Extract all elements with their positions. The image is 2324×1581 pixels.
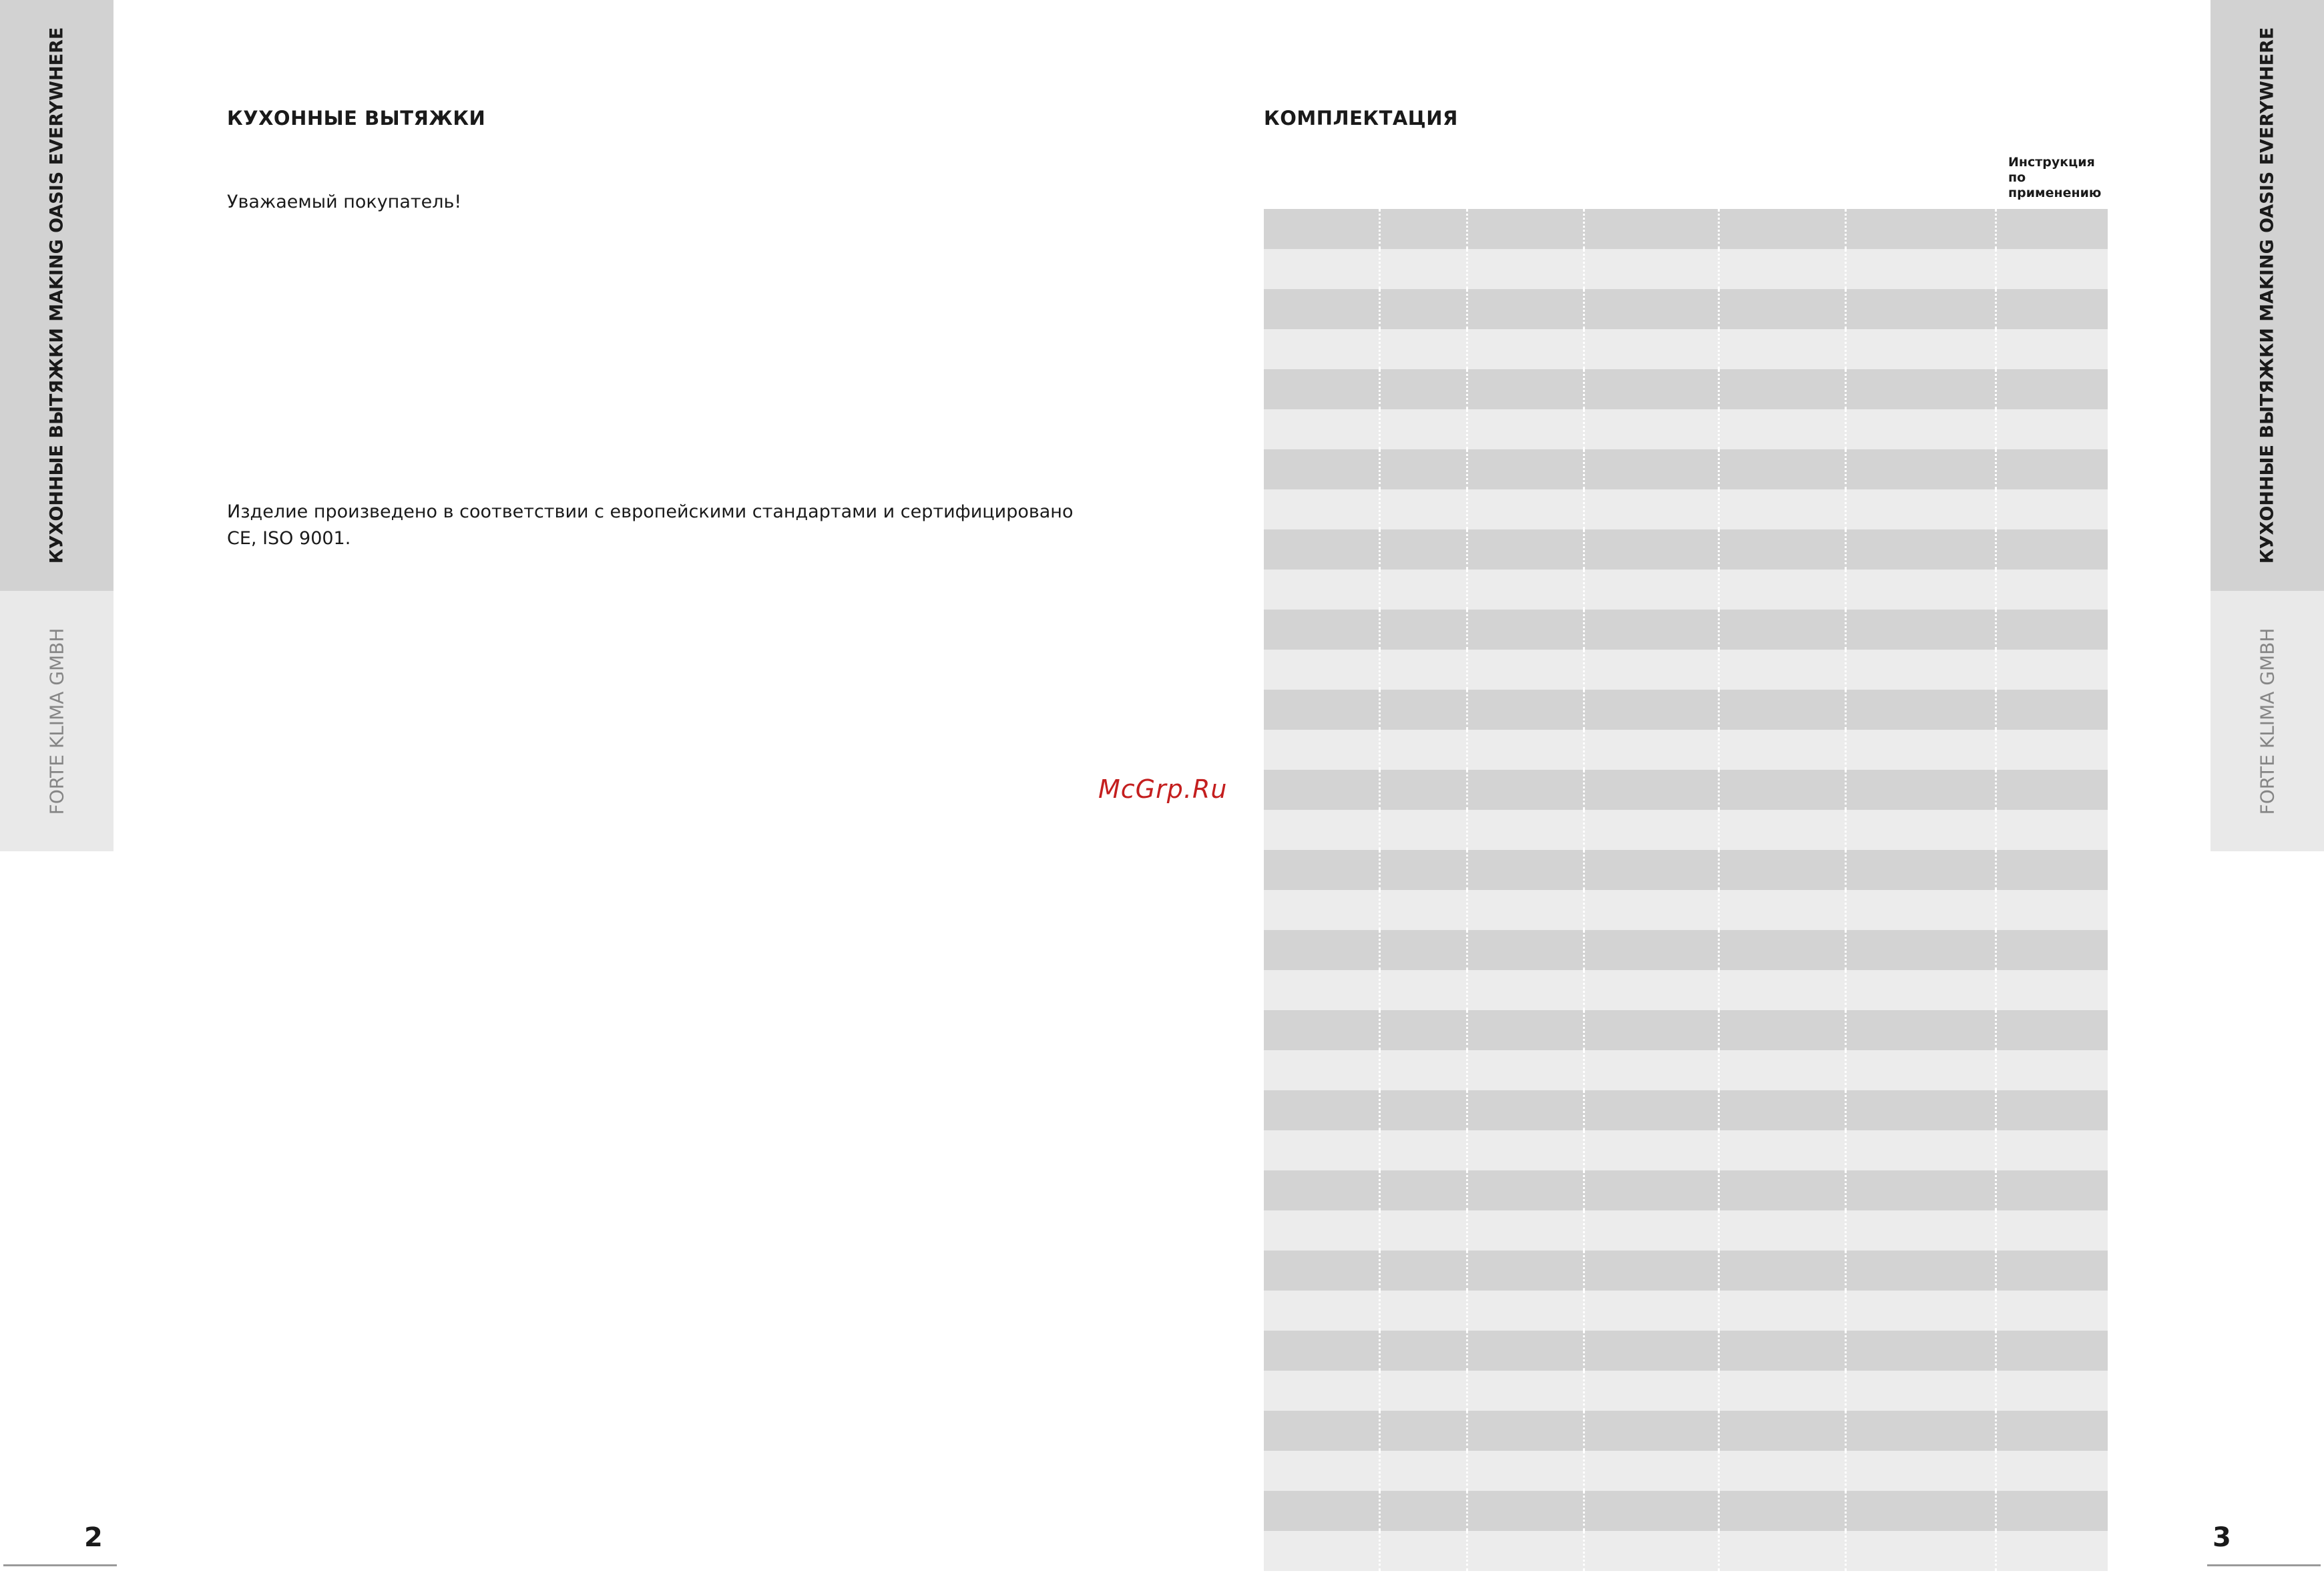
- table-cell: [1845, 449, 1995, 489]
- table-cell: [1466, 970, 1583, 1010]
- table-cell: [1845, 1291, 1995, 1331]
- table-row: [1264, 1291, 2108, 1331]
- table-cell: [1583, 449, 1718, 489]
- table-cell: [1264, 850, 1379, 890]
- table-row: [1264, 770, 2108, 810]
- table-cell: [1466, 449, 1583, 489]
- table-cell: [1995, 850, 2108, 890]
- table-cell: [1264, 489, 1379, 529]
- table-row: [1264, 1251, 2108, 1291]
- table-cell: [1264, 810, 1379, 850]
- table-cell: [1379, 850, 1466, 890]
- table-cell: [1845, 570, 1995, 610]
- table-cell: [1583, 209, 1718, 249]
- table-cell: [1845, 369, 1995, 409]
- table-cell: [1466, 1291, 1583, 1331]
- certification-line-1: Изделие произведено в соответствии с европейскими стандартами и сертифицировано: [227, 501, 1074, 522]
- table-cell: [1583, 249, 1718, 289]
- table-cell: [1845, 970, 1995, 1010]
- table-row: [1264, 890, 2108, 930]
- table-cell: [1718, 1331, 1845, 1371]
- table-cell: [1718, 690, 1845, 730]
- table-cell: [1379, 770, 1466, 810]
- side-company-label: FORTE KLIMA GMBH: [2256, 628, 2279, 815]
- page-number-right: 3: [2213, 1522, 2231, 1553]
- table-cell: [1718, 249, 1845, 289]
- table-cell: [1379, 209, 1466, 249]
- table-row: [1264, 1090, 2108, 1130]
- table-cell: [1379, 1090, 1466, 1130]
- table-cell: [1995, 650, 2108, 690]
- table-cell: [1466, 1371, 1583, 1411]
- table-row: [1264, 449, 2108, 489]
- table-cell: [1718, 850, 1845, 890]
- table-cell: [1264, 1491, 1379, 1531]
- table-cell: [1995, 1130, 2108, 1170]
- table-cell: [1995, 810, 2108, 850]
- table-cell: [1264, 329, 1379, 369]
- table-cell: [1466, 1170, 1583, 1210]
- table-cell: [1264, 690, 1379, 730]
- table-cell: [1264, 1451, 1379, 1491]
- table-cell: [1583, 1411, 1718, 1451]
- certification-line-2: CE, ISO 9001.: [227, 528, 351, 549]
- table-cell: [1995, 1010, 2108, 1050]
- table-cell: [1718, 610, 1845, 650]
- footer-rule-right: [2207, 1564, 2321, 1566]
- table-cell: [1995, 369, 2108, 409]
- table-cell: [1264, 1331, 1379, 1371]
- footer-rule-left: [3, 1564, 117, 1566]
- table-cell: [1995, 1291, 2108, 1331]
- table-cell: [1845, 930, 1995, 970]
- table-cell: [1379, 329, 1466, 369]
- table-row: [1264, 329, 2108, 369]
- table-cell: [1379, 730, 1466, 770]
- table-cell: [1466, 1130, 1583, 1170]
- table-cell: [1264, 930, 1379, 970]
- table-cell: [1845, 770, 1995, 810]
- table-cell: [1718, 489, 1845, 529]
- table-row: [1264, 810, 2108, 850]
- table-cell: [1845, 1491, 1995, 1531]
- table-cell: [1466, 1251, 1583, 1291]
- table-cell: [1718, 1371, 1845, 1411]
- table-cell: [1845, 489, 1995, 529]
- side-brand-label: КУХОННЫЕ ВЫТЯЖКИ MAKING OASIS EVERYWHERE: [2257, 27, 2278, 564]
- table-cell: [1995, 1170, 2108, 1210]
- table-cell: [1995, 570, 2108, 610]
- table-cell: [1466, 409, 1583, 449]
- table-cell: [1466, 690, 1583, 730]
- table-row: [1264, 289, 2108, 329]
- table-cell: [1995, 529, 2108, 570]
- table-cell: [1466, 289, 1583, 329]
- table-row: [1264, 1130, 2108, 1170]
- table-row: [1264, 529, 2108, 570]
- table-cell: [1264, 209, 1379, 249]
- table-cell: [1718, 329, 1845, 369]
- table-cell: [1379, 890, 1466, 930]
- table-row: [1264, 1210, 2108, 1251]
- table-cell: [1379, 1170, 1466, 1210]
- table-cell: [1466, 1491, 1583, 1531]
- table-cell: [1583, 1451, 1718, 1491]
- table-cell: [1379, 249, 1466, 289]
- page-number-left: 2: [84, 1522, 103, 1553]
- table-cell: [1583, 810, 1718, 850]
- table-cell: [1995, 249, 2108, 289]
- table-row: [1264, 1531, 2108, 1571]
- table-row: [1264, 1411, 2108, 1451]
- table-cell: [1718, 970, 1845, 1010]
- table-cell: [1995, 1531, 2108, 1571]
- table-cell: [1995, 1411, 2108, 1451]
- table-row: [1264, 970, 2108, 1010]
- table-cell: [1466, 1411, 1583, 1451]
- table-cell: [1264, 890, 1379, 930]
- table-cell: [1718, 650, 1845, 690]
- table-cell: [1718, 1411, 1845, 1451]
- table-cell: [1845, 1451, 1995, 1491]
- table-cell: [1845, 690, 1995, 730]
- table-cell: [1995, 289, 2108, 329]
- table-cell: [1583, 930, 1718, 970]
- table-column-header: Инструкция по применению: [2008, 155, 2102, 200]
- table-cell: [1718, 1090, 1845, 1130]
- table-row: [1264, 1491, 2108, 1531]
- table-cell: [1466, 650, 1583, 690]
- table-cell: [1845, 1010, 1995, 1050]
- table-cell: [1845, 1371, 1995, 1411]
- table-cell: [1718, 529, 1845, 570]
- table-cell: [1264, 1251, 1379, 1291]
- table-cell: [1845, 1130, 1995, 1170]
- table-cell: [1466, 529, 1583, 570]
- table-cell: [1466, 850, 1583, 890]
- table-cell: [1264, 730, 1379, 770]
- table-cell: [1718, 1050, 1845, 1090]
- table-cell: [1379, 1371, 1466, 1411]
- table-cell: [1379, 1050, 1466, 1090]
- table-cell: [1264, 1291, 1379, 1331]
- table-cell: [1583, 850, 1718, 890]
- table-cell: [1583, 1371, 1718, 1411]
- table-cell: [1466, 1050, 1583, 1090]
- table-cell: [1995, 1331, 2108, 1371]
- table-cell: [1995, 1050, 2108, 1090]
- table-cell: [1379, 650, 1466, 690]
- table-row: [1264, 1451, 2108, 1491]
- table-cell: [1466, 610, 1583, 650]
- table-cell: [1264, 1170, 1379, 1210]
- table-row: [1264, 1170, 2108, 1210]
- table-row: [1264, 249, 2108, 289]
- table-cell: [1264, 770, 1379, 810]
- certification-text: [227, 499, 1095, 552]
- table-cell: [1466, 1331, 1583, 1371]
- table-cell: [1466, 810, 1583, 850]
- table-cell: [1264, 1411, 1379, 1451]
- table-cell: [1995, 610, 2108, 650]
- table-cell: [1466, 369, 1583, 409]
- table-cell: [1718, 289, 1845, 329]
- table-cell: [1718, 1010, 1845, 1050]
- table-cell: [1379, 529, 1466, 570]
- table-cell: [1583, 890, 1718, 930]
- table-cell: [1583, 1531, 1718, 1571]
- table-row: [1264, 209, 2108, 249]
- table-cell: [1995, 409, 2108, 449]
- table-cell: [1466, 890, 1583, 930]
- table-cell: [1718, 1130, 1845, 1170]
- table-cell: [1583, 1210, 1718, 1251]
- table-cell: [1379, 1331, 1466, 1371]
- table-cell: [1995, 730, 2108, 770]
- table-cell: [1583, 1050, 1718, 1090]
- table-cell: [1379, 1531, 1466, 1571]
- table-cell: [1466, 930, 1583, 970]
- side-company-label: FORTE KLIMA GMBH: [45, 628, 68, 815]
- table-cell: [1583, 369, 1718, 409]
- table-cell: [1264, 1371, 1379, 1411]
- table-cell: [1379, 1130, 1466, 1170]
- table-cell: [1718, 810, 1845, 850]
- table-cell: [1845, 209, 1995, 249]
- table-cell: [1264, 1130, 1379, 1170]
- table-cell: [1583, 289, 1718, 329]
- table-cell: [1379, 369, 1466, 409]
- table-cell: [1845, 329, 1995, 369]
- table-cell: [1264, 1050, 1379, 1090]
- table-cell: [1379, 1210, 1466, 1251]
- table-cell: [1466, 1010, 1583, 1050]
- table-cell: [1718, 449, 1845, 489]
- table-cell: [1583, 1090, 1718, 1130]
- table-cell: [1583, 409, 1718, 449]
- table-cell: [1264, 249, 1379, 289]
- table-cell: [1264, 289, 1379, 329]
- table-cell: [1379, 1291, 1466, 1331]
- table-cell: [1264, 1210, 1379, 1251]
- table-cell: [1995, 1251, 2108, 1291]
- table-cell: [1718, 1170, 1845, 1210]
- table-cell: [1264, 1010, 1379, 1050]
- table-cell: [1264, 1090, 1379, 1130]
- table-cell: [1718, 1210, 1845, 1251]
- table-cell: [1379, 1491, 1466, 1531]
- table-row: [1264, 730, 2108, 770]
- table-row: [1264, 1371, 2108, 1411]
- table-cell: [1995, 690, 2108, 730]
- table-cell: [1466, 770, 1583, 810]
- table-cell: [1264, 1531, 1379, 1571]
- table-cell: [1845, 850, 1995, 890]
- table-row: [1264, 489, 2108, 529]
- table-cell: [1718, 1451, 1845, 1491]
- table-cell: [1379, 289, 1466, 329]
- table-cell: [1845, 1210, 1995, 1251]
- table-cell: [1995, 1210, 2108, 1251]
- table-row: [1264, 690, 2108, 730]
- table-cell: [1264, 970, 1379, 1010]
- table-cell: [1379, 610, 1466, 650]
- table-row: [1264, 1050, 2108, 1090]
- table-cell: [1995, 1451, 2108, 1491]
- table-cell: [1845, 730, 1995, 770]
- table-cell: [1718, 730, 1845, 770]
- table-cell: [1845, 650, 1995, 690]
- table-cell: [1379, 1411, 1466, 1451]
- table-cell: [1995, 209, 2108, 249]
- table-cell: [1718, 409, 1845, 449]
- table-cell: [1379, 570, 1466, 610]
- table-cell: [1995, 489, 2108, 529]
- table-row: [1264, 570, 2108, 610]
- table-cell: [1583, 1291, 1718, 1331]
- table-cell: [1379, 690, 1466, 730]
- table-cell: [1379, 409, 1466, 449]
- table-cell: [1845, 1411, 1995, 1451]
- table-cell: [1995, 930, 2108, 970]
- table-cell: [1583, 610, 1718, 650]
- table-cell: [1379, 1251, 1466, 1291]
- table-row: [1264, 1331, 2108, 1371]
- table-row: [1264, 930, 2108, 970]
- table-cell: [1583, 730, 1718, 770]
- table-cell: [1845, 409, 1995, 449]
- table-cell: [1466, 730, 1583, 770]
- table-cell: [1995, 449, 2108, 489]
- table-cell: [1583, 570, 1718, 610]
- table-cell: [1845, 610, 1995, 650]
- table-cell: [1466, 1210, 1583, 1251]
- table-cell: [1995, 970, 2108, 1010]
- table-cell: [1379, 970, 1466, 1010]
- table-cell: [1583, 1331, 1718, 1371]
- table-cell: [1264, 610, 1379, 650]
- table-row: [1264, 1010, 2108, 1050]
- table-row: [1264, 850, 2108, 890]
- table-cell: [1995, 770, 2108, 810]
- table-cell: [1718, 890, 1845, 930]
- table-cell: [1718, 369, 1845, 409]
- left-page-heading: КУХОННЫЕ ВЫТЯЖКИ: [227, 107, 486, 130]
- table-cell: [1583, 770, 1718, 810]
- table-cell: [1845, 1251, 1995, 1291]
- table-cell: [1583, 489, 1718, 529]
- table-cell: [1379, 1010, 1466, 1050]
- table-cell: [1583, 529, 1718, 570]
- table-cell: [1466, 329, 1583, 369]
- table-cell: [1718, 1531, 1845, 1571]
- table-cell: [1379, 1451, 1466, 1491]
- table-cell: [1583, 1010, 1718, 1050]
- table-cell: [1718, 1251, 1845, 1291]
- table-cell: [1583, 1170, 1718, 1210]
- table-row: [1264, 369, 2108, 409]
- table-cell: [1379, 489, 1466, 529]
- table-cell: [1845, 1170, 1995, 1210]
- table-cell: [1466, 570, 1583, 610]
- table-cell: [1583, 329, 1718, 369]
- table-row: [1264, 650, 2108, 690]
- table-cell: [1379, 930, 1466, 970]
- table-cell: [1995, 1371, 2108, 1411]
- table-cell: [1995, 329, 2108, 369]
- table-cell: [1583, 1251, 1718, 1291]
- greeting-text: Уважаемый покупатель!: [227, 192, 462, 212]
- table-cell: [1845, 1331, 1995, 1371]
- table-cell: [1718, 770, 1845, 810]
- table-cell: [1466, 1090, 1583, 1130]
- table-cell: [1466, 209, 1583, 249]
- table-cell: [1845, 1050, 1995, 1090]
- table-cell: [1583, 690, 1718, 730]
- table-cell: [1718, 209, 1845, 249]
- table-cell: [1264, 650, 1379, 690]
- equipment-table: [1264, 209, 2108, 1571]
- table-cell: [1264, 449, 1379, 489]
- table-cell: [1466, 489, 1583, 529]
- table-cell: [1264, 409, 1379, 449]
- table-cell: [1583, 1491, 1718, 1531]
- table-cell: [1718, 1491, 1845, 1531]
- table-row: [1264, 610, 2108, 650]
- table-cell: [1583, 1130, 1718, 1170]
- table-cell: [1845, 249, 1995, 289]
- table-cell: [1264, 570, 1379, 610]
- table-cell: [1718, 570, 1845, 610]
- table-cell: [1718, 930, 1845, 970]
- table-cell: [1583, 970, 1718, 1010]
- table-cell: [1995, 890, 2108, 930]
- table-cell: [1995, 1090, 2108, 1130]
- table-cell: [1995, 1491, 2108, 1531]
- table-cell: [1845, 529, 1995, 570]
- table-cell: [1845, 289, 1995, 329]
- table-cell: [1845, 1531, 1995, 1571]
- table-row: [1264, 409, 2108, 449]
- table-cell: [1845, 810, 1995, 850]
- table-cell: [1718, 1291, 1845, 1331]
- table-cell: [1379, 449, 1466, 489]
- table-cell: [1845, 1090, 1995, 1130]
- side-brand-label: КУХОННЫЕ ВЫТЯЖКИ MAKING OASIS EVERYWHERE: [46, 27, 67, 564]
- table-cell: [1379, 810, 1466, 850]
- right-page-heading: КОМПЛЕКТАЦИЯ: [1264, 107, 1458, 130]
- watermark-text: McGrp.Ru: [1098, 774, 1228, 804]
- table-cell: [1466, 1531, 1583, 1571]
- table-cell: [1466, 249, 1583, 289]
- table-cell: [1583, 650, 1718, 690]
- table-cell: [1264, 529, 1379, 570]
- table-cell: [1845, 890, 1995, 930]
- table-cell: [1264, 369, 1379, 409]
- table-cell: [1466, 1451, 1583, 1491]
